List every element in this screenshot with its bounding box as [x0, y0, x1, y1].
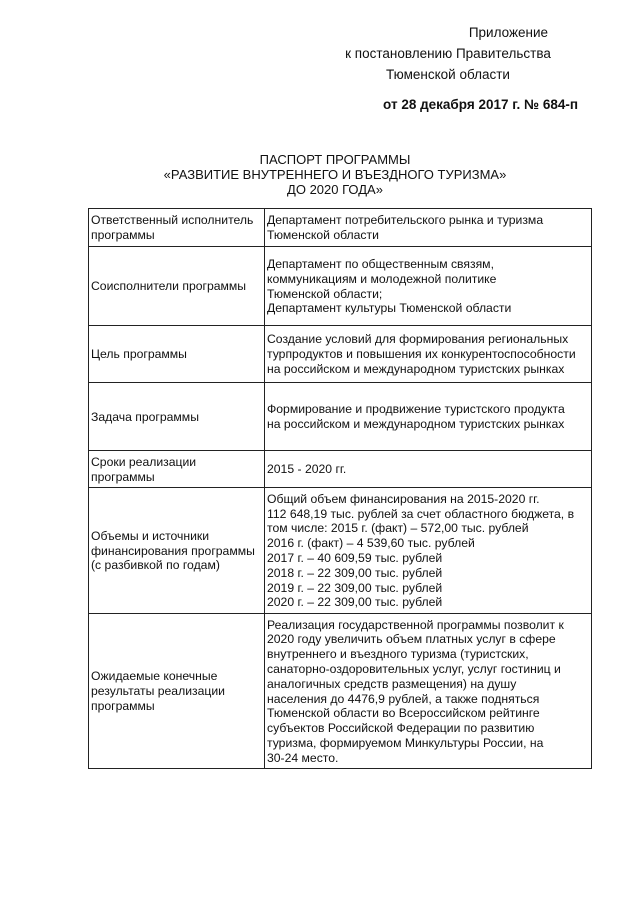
value-line: коммуникациям и молодежной политике — [267, 271, 497, 286]
value-line: 112 648,19 тыс. рублей за счет областного бюджета, в — [267, 506, 575, 521]
value-line: турпродуктов и повышения их конкурентоспособности — [267, 347, 576, 362]
resolution-reference: к постановлению Правительства — [345, 46, 551, 61]
label-line: Цель программы — [91, 347, 187, 362]
label-line: финансирования программы — [91, 543, 255, 558]
value-line: санаторно-оздоровительных услуг, услуг гостиниц и — [267, 661, 561, 676]
value-line: на российском и международном туристских рынках — [267, 417, 565, 431]
value-line: Тюменской области; — [267, 286, 383, 301]
value-line: 2016 г. (факт) – 4 539,60 тыс. рублей — [267, 536, 475, 551]
value-line: Реализация государственной программы позволит к — [267, 617, 564, 632]
label-line: Ответственный исполнитель — [91, 213, 254, 228]
value-line: Общий объем финансирования на 2015-2020 гг. — [267, 491, 540, 506]
label-line: Объемы и источники — [91, 528, 210, 543]
row-label — [89, 383, 265, 451]
row-value — [265, 488, 592, 614]
row-value — [265, 209, 592, 247]
row-label — [89, 488, 265, 614]
value-line: 30-24 место. — [267, 750, 339, 765]
region-name: Тюменской области — [386, 67, 510, 82]
appendix-header — [318, 22, 578, 115]
row-value — [265, 247, 592, 326]
label-line: программы — [91, 228, 155, 242]
label-line: Ожидаемые конечные — [91, 669, 218, 684]
label-line: Сроки реализации — [91, 454, 197, 469]
row-label — [89, 451, 265, 488]
row-label — [89, 209, 265, 247]
row-value — [265, 451, 592, 488]
value-line: аналогичных средств размещения) на душу — [267, 676, 517, 691]
label-line: (с разбивкой по годам) — [91, 558, 220, 573]
row-label — [89, 614, 265, 769]
value-line: внутреннего и въездного туризма (туристских, — [267, 647, 529, 662]
value-line: Департамент культуры Тюменской области — [267, 301, 512, 316]
value-line: 2020 г. – 22 309,00 тыс. рублей — [267, 595, 443, 610]
title-line-2: «РАЗВИТИЕ ВНУТРЕННЕГО И ВЪЕЗДНОГО ТУРИЗМА» — [163, 167, 507, 182]
table-row-coexecutors — [89, 247, 592, 326]
value-line: Департамент по общественным связям, — [267, 256, 494, 271]
label-line: результаты реализации — [91, 684, 225, 699]
row-label — [89, 326, 265, 383]
value-line: том числе: 2015 г. (факт) – 572,00 тыс. рублей — [267, 521, 529, 536]
value-line: Тюменской области во Всероссийском рейтинге — [267, 706, 540, 721]
value-line: на российском и международном туристских рынках — [267, 361, 565, 376]
value-line: Тюменской области — [267, 228, 379, 242]
table-row-expected-results — [89, 614, 592, 769]
value-line: 2017 г. – 40 609,59 тыс. рублей — [267, 551, 443, 565]
table-row-task — [89, 383, 592, 451]
value-line: субъектов Российской Федерации по развитию — [267, 721, 535, 736]
label-line: Задача программы — [91, 409, 199, 424]
title-line-1: ПАСПОРТ ПРОГРАММЫ — [259, 152, 411, 167]
table-row-financing — [89, 488, 592, 614]
value-line: 2015 - 2020 гг. — [267, 462, 347, 477]
value-line: Формирование и продвижение туристского продукта — [267, 402, 565, 417]
program-passport-table — [88, 208, 592, 769]
table-row-period — [89, 451, 592, 488]
table-row-goal — [89, 326, 592, 383]
title-line-3: ДО 2020 ГОДА» — [287, 182, 383, 197]
document-title — [85, 152, 585, 197]
row-label — [89, 247, 265, 326]
label-line: Соисполнители программы — [91, 279, 247, 294]
appendix-label: Приложение — [468, 25, 548, 40]
label-line: программы — [91, 469, 155, 484]
table-row-responsible — [89, 209, 592, 247]
value-line: населения до 4476,9 рублей, а также подняться — [267, 691, 540, 706]
value-line: 2020 году увеличить объем платных услуг в сфере — [267, 632, 556, 647]
value-line: Департамент потребительского рынка и туризма — [267, 213, 544, 228]
row-value — [265, 383, 592, 451]
value-line: 2018 г. – 22 309,00 тыс. рублей — [267, 565, 443, 580]
row-value — [265, 326, 592, 383]
value-line: туризма, формируемом Минкультуры России, на — [267, 735, 544, 750]
value-line: Создание условий для формирования региональных — [267, 332, 569, 347]
label-line: программы — [91, 698, 155, 713]
row-value — [265, 614, 592, 769]
resolution-date-number: от 28 декабря 2017 г. № 684-п — [383, 97, 578, 112]
value-line: 2019 г. – 22 309,00 тыс. рублей — [267, 580, 443, 595]
